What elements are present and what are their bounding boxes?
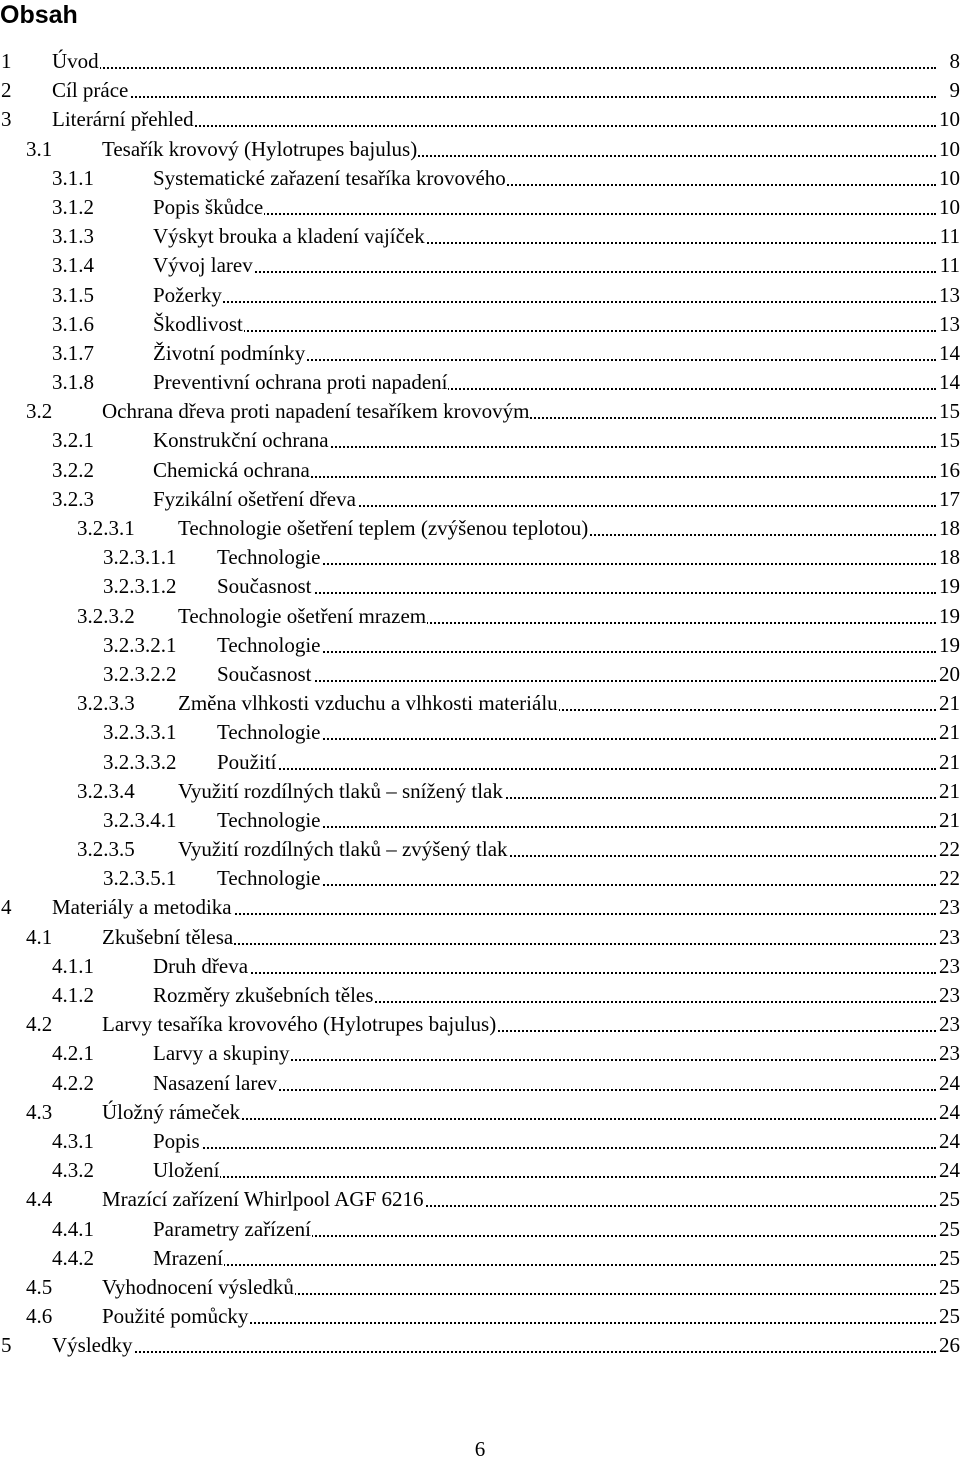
toc-entry-number: 3.2.3.1	[77, 514, 135, 543]
dot-leader	[160, 1147, 936, 1149]
toc-entry[interactable]	[0, 689, 960, 718]
toc-entry[interactable]	[0, 397, 960, 426]
dot-leader	[160, 271, 936, 273]
dot-leader	[60, 1351, 936, 1353]
dot-leader	[60, 67, 936, 69]
toc-entry-number: 3.2.1	[52, 426, 94, 455]
toc-entry[interactable]	[0, 368, 960, 397]
toc-entry-number: 4.1.2	[52, 981, 94, 1010]
toc-entry-title[interactable]: Technologie ošetření mrazem	[178, 602, 427, 631]
toc-entry-number: 3.1.5	[52, 281, 94, 310]
toc-entry-title[interactable]: Cíl práce	[52, 76, 129, 105]
toc-entry[interactable]	[0, 135, 960, 164]
toc-entry-title[interactable]: Zkušební tělesa	[102, 923, 234, 952]
toc-entry-page: 18	[938, 543, 960, 572]
toc-entry-page: 25	[938, 1215, 960, 1244]
toc-entry-number: 4.4	[26, 1185, 52, 1214]
toc-entry-title[interactable]: Použití	[217, 748, 278, 777]
toc-entry[interactable]	[0, 631, 960, 660]
toc-entry-number: 3.2.3	[52, 485, 94, 514]
dot-leader	[160, 301, 936, 303]
toc-entry[interactable]	[0, 923, 960, 952]
toc-entry-title[interactable]: Ochrana dřeva proti napadení tesaříkem krovovým	[102, 397, 530, 426]
toc-entry-page: 13	[938, 281, 960, 310]
toc-entry-page: 23	[938, 1010, 960, 1039]
toc-entry-title[interactable]: Technologie	[217, 543, 322, 572]
toc-entry[interactable]	[0, 1069, 960, 1098]
toc-entry[interactable]	[0, 1010, 960, 1039]
toc-entry-title[interactable]: Uložení	[153, 1156, 220, 1185]
page-number: 6	[0, 1437, 960, 1461]
toc-entry-page: 10	[938, 135, 960, 164]
toc-entry-title[interactable]: Tesařík krovový (Hylotrupes bajulus)	[102, 135, 418, 164]
toc-entry-page: 23	[938, 893, 960, 922]
dot-leader	[224, 680, 936, 682]
toc-entry-page: 18	[938, 514, 960, 543]
toc-entry-title[interactable]: Technologie	[217, 631, 322, 660]
toc-entry-page: 19	[938, 602, 960, 631]
toc-entry[interactable]	[0, 952, 960, 981]
toc-entry-page: 24	[938, 1069, 960, 1098]
toc-entry-number: 4.5	[26, 1273, 52, 1302]
toc-entry-title[interactable]: Použité pomůcky	[102, 1302, 249, 1331]
toc-entry[interactable]	[0, 543, 960, 572]
toc-entry-number: 4.3.2	[52, 1156, 94, 1185]
toc-entry-page: 26	[938, 1331, 960, 1360]
toc-entry[interactable]	[0, 981, 960, 1010]
dot-leader	[160, 1264, 936, 1266]
toc-entry-number: 1	[1, 47, 12, 76]
toc-entry-page: 14	[938, 339, 960, 368]
toc-entry-title[interactable]: Popis	[153, 1127, 201, 1156]
toc-entry-page: 15	[938, 426, 960, 455]
toc-entry-number: 4	[1, 893, 12, 922]
toc-entry[interactable]	[0, 514, 960, 543]
toc-entry-page: 11	[939, 251, 960, 280]
toc-entry-title[interactable]: Mrazení	[153, 1244, 224, 1273]
toc-entry-number: 4.3.1	[52, 1127, 94, 1156]
toc-entry-number: 3.2.3.1.1	[103, 543, 177, 572]
toc-entry-number: 3	[1, 105, 12, 134]
dot-leader	[224, 738, 936, 740]
toc-entry-number: 4.1.1	[52, 952, 94, 981]
toc-entry[interactable]	[0, 1273, 960, 1302]
toc-entry-title[interactable]: Technologie	[217, 806, 322, 835]
dot-leader	[224, 651, 936, 653]
toc-entry-number: 2	[1, 76, 12, 105]
dot-leader	[224, 768, 936, 770]
toc-entry-number: 3.1.8	[52, 368, 94, 397]
toc-entry-title[interactable]: Technologie ošetření teplem (zvýšenou teplotou)	[178, 514, 589, 543]
toc-entry-title[interactable]: Chemická ochrana	[153, 456, 311, 485]
toc-entry-number: 3.2	[26, 397, 52, 426]
toc-entry-number: 3.1	[26, 135, 52, 164]
toc-entry[interactable]	[0, 310, 960, 339]
toc-entry-number: 3.2.3.5	[77, 835, 135, 864]
toc-entry-title[interactable]: Larvy a skupiny	[153, 1039, 290, 1068]
toc-entry[interactable]	[0, 835, 960, 864]
toc-entry-title[interactable]: Změna vlhkosti vzduchu a vlhkosti materiálu	[178, 689, 559, 718]
dot-leader	[160, 972, 936, 974]
toc-entry-page: 8	[949, 47, 960, 76]
toc-entry-page: 20	[938, 660, 960, 689]
toc-entry-number: 3.2.3.3.2	[103, 748, 177, 777]
toc-entry-page: 11	[939, 222, 960, 251]
toc-entry-page: 25	[938, 1185, 960, 1214]
toc-entry[interactable]	[0, 1098, 960, 1127]
toc-entry-page: 22	[938, 835, 960, 864]
dot-leader	[160, 1176, 936, 1178]
toc-entry-title[interactable]: Současnost	[217, 660, 313, 689]
toc-entry-page: 24	[938, 1156, 960, 1185]
toc-entry-title[interactable]: Vyhodnocení výsledků	[102, 1273, 295, 1302]
toc-entry-page: 25	[938, 1244, 960, 1273]
toc-entry-page: 23	[938, 981, 960, 1010]
toc-entry-number: 3.2.3.1.2	[103, 572, 177, 601]
toc-entry-page: 21	[938, 689, 960, 718]
toc-entry-title[interactable]: Současnost	[217, 572, 313, 601]
toc-entry-title[interactable]: Fyzikální ošetření dřeva	[153, 485, 357, 514]
toc-entry[interactable]	[0, 748, 960, 777]
toc-entry-number: 3.2.3.3.1	[103, 718, 177, 747]
toc-entry-number: 3.1.7	[52, 339, 94, 368]
toc-entry[interactable]	[0, 806, 960, 835]
toc-entry-page: 21	[938, 718, 960, 747]
toc-entry-page: 21	[938, 748, 960, 777]
toc-entry-title[interactable]: Výsledky	[52, 1331, 134, 1360]
toc-entry-page: 23	[938, 1039, 960, 1068]
toc-entry-number: 3.1.1	[52, 164, 94, 193]
toc-entry[interactable]	[0, 1185, 960, 1214]
toc-entry-page: 19	[938, 631, 960, 660]
toc-entry-title[interactable]: Technologie	[217, 864, 322, 893]
toc-entry-page: 10	[938, 105, 960, 134]
toc-entry-title[interactable]: Druh dřeva	[153, 952, 249, 981]
toc-entry-number: 3.2.3.4	[77, 777, 135, 806]
toc-entry-title[interactable]: Úložný rámeček	[102, 1098, 241, 1127]
dot-leader	[224, 592, 936, 594]
toc-entry-title[interactable]: Požerky	[153, 281, 223, 310]
toc-entry-number: 4.4.2	[52, 1244, 94, 1273]
toc-entry-page: 24	[938, 1098, 960, 1127]
toc-entry[interactable]	[0, 426, 960, 455]
toc-entry-page: 23	[938, 923, 960, 952]
toc-entry-number: 4.6	[26, 1302, 52, 1331]
toc-entry-number: 4.2.1	[52, 1039, 94, 1068]
dot-leader	[160, 330, 936, 332]
toc-entry-number: 3.1.3	[52, 222, 94, 251]
toc-entry-page: 19	[938, 572, 960, 601]
toc-entry-title[interactable]: Využití rozdílných tlaků – snížený tlak	[178, 777, 504, 806]
toc-entry-title[interactable]: Vývoj larev	[153, 251, 254, 280]
dot-leader	[160, 213, 936, 215]
page-title: Obsah	[0, 0, 78, 30]
toc-entry[interactable]	[0, 193, 960, 222]
toc-entry-number: 3.1.4	[52, 251, 94, 280]
toc-entry[interactable]	[0, 602, 960, 631]
table-of-contents	[0, 47, 960, 1360]
toc-entry-page: 16	[938, 456, 960, 485]
toc-entry[interactable]	[0, 1244, 960, 1273]
toc-entry-page: 23	[938, 952, 960, 981]
toc-entry-page: 17	[938, 485, 960, 514]
toc-entry-title[interactable]: Využití rozdílných tlaků – zvýšený tlak	[178, 835, 509, 864]
toc-entry[interactable]	[0, 864, 960, 893]
toc-entry[interactable]	[0, 660, 960, 689]
toc-entry-title[interactable]: Životní podmínky	[153, 339, 306, 368]
toc-entry[interactable]	[0, 456, 960, 485]
toc-entry-title[interactable]: Popis škůdce	[153, 193, 264, 222]
toc-entry-number: 3.2.3.2	[77, 602, 135, 631]
toc-entry-page: 25	[938, 1302, 960, 1331]
toc-entry[interactable]	[0, 893, 960, 922]
toc-entry[interactable]	[0, 572, 960, 601]
toc-entry-number: 3.2.3.2.1	[103, 631, 177, 660]
toc-entry-number: 3.1.6	[52, 310, 94, 339]
toc-entry[interactable]	[0, 105, 960, 134]
toc-entry-title[interactable]: Materiály a metodika	[52, 893, 233, 922]
toc-entry[interactable]	[0, 222, 960, 251]
toc-entry[interactable]	[0, 251, 960, 280]
toc-entry[interactable]	[0, 47, 960, 76]
dot-leader	[224, 884, 936, 886]
toc-entry[interactable]	[0, 339, 960, 368]
toc-entry-page: 21	[938, 806, 960, 835]
toc-entry-page: 14	[938, 368, 960, 397]
toc-entry-title[interactable]: Technologie	[217, 718, 322, 747]
toc-entry-title[interactable]: Literární přehled	[52, 105, 195, 134]
toc-entry-title[interactable]: Úvod	[52, 47, 100, 76]
toc-entry-page: 15	[938, 397, 960, 426]
toc-entry-title[interactable]: Konstrukční ochrana	[153, 426, 330, 455]
toc-entry-page: 13	[938, 310, 960, 339]
toc-entry-title[interactable]: Mrazící zařízení Whirlpool AGF 6216	[102, 1185, 425, 1214]
toc-entry[interactable]	[0, 76, 960, 105]
toc-entry-title[interactable]: Larvy tesaříka krovového (Hylotrupes bajulus)	[102, 1010, 497, 1039]
toc-entry-title[interactable]: Nasazení larev	[153, 1069, 278, 1098]
toc-entry-page: 24	[938, 1127, 960, 1156]
toc-entry-page: 25	[938, 1273, 960, 1302]
toc-entry-page: 22	[938, 864, 960, 893]
toc-entry[interactable]	[0, 1127, 960, 1156]
toc-entry-title[interactable]: Parametry zařízení	[153, 1215, 312, 1244]
toc-entry-number: 3.1.2	[52, 193, 94, 222]
toc-entry[interactable]	[0, 1156, 960, 1185]
toc-entry-number: 3.2.2	[52, 456, 94, 485]
dot-leader	[60, 96, 936, 98]
toc-entry-title[interactable]: Preventivní ochrana proti napadení	[153, 368, 448, 397]
toc-entry-page: 9	[949, 76, 960, 105]
toc-entry-title[interactable]: Systematické zařazení tesaříka krovového	[153, 164, 507, 193]
toc-entry-page: 10	[938, 164, 960, 193]
toc-entry-title[interactable]: Výskyt brouka a kladení vajíček	[153, 222, 426, 251]
toc-entry[interactable]	[0, 718, 960, 747]
toc-entry-page: 21	[938, 777, 960, 806]
toc-entry-number: 3.2.3.4.1	[103, 806, 177, 835]
toc-entry[interactable]	[0, 485, 960, 514]
toc-entry[interactable]	[0, 1215, 960, 1244]
toc-entry-number: 3.2.3.3	[77, 689, 135, 718]
toc-entry-number: 3.2.3.2.2	[103, 660, 177, 689]
toc-entry[interactable]	[0, 1331, 960, 1360]
toc-entry[interactable]	[0, 281, 960, 310]
toc-entry-number: 4.3	[26, 1098, 52, 1127]
toc-entry-number: 4.1	[26, 923, 52, 952]
toc-entry[interactable]	[0, 1039, 960, 1068]
toc-entry-number: 3.2.3.5.1	[103, 864, 177, 893]
toc-entry[interactable]	[0, 164, 960, 193]
dot-leader	[224, 826, 936, 828]
toc-entry-number: 4.2	[26, 1010, 52, 1039]
toc-entry-number: 4.4.1	[52, 1215, 94, 1244]
toc-entry-title[interactable]: Rozměry zkušebních těles	[153, 981, 374, 1010]
toc-entry-page: 10	[938, 193, 960, 222]
toc-entry-number: 5	[1, 1331, 12, 1360]
toc-entry[interactable]	[0, 1302, 960, 1331]
dot-leader	[224, 563, 936, 565]
toc-entry[interactable]	[0, 777, 960, 806]
toc-entry-title[interactable]: Škodlivost	[153, 310, 244, 339]
toc-entry-number: 4.2.2	[52, 1069, 94, 1098]
